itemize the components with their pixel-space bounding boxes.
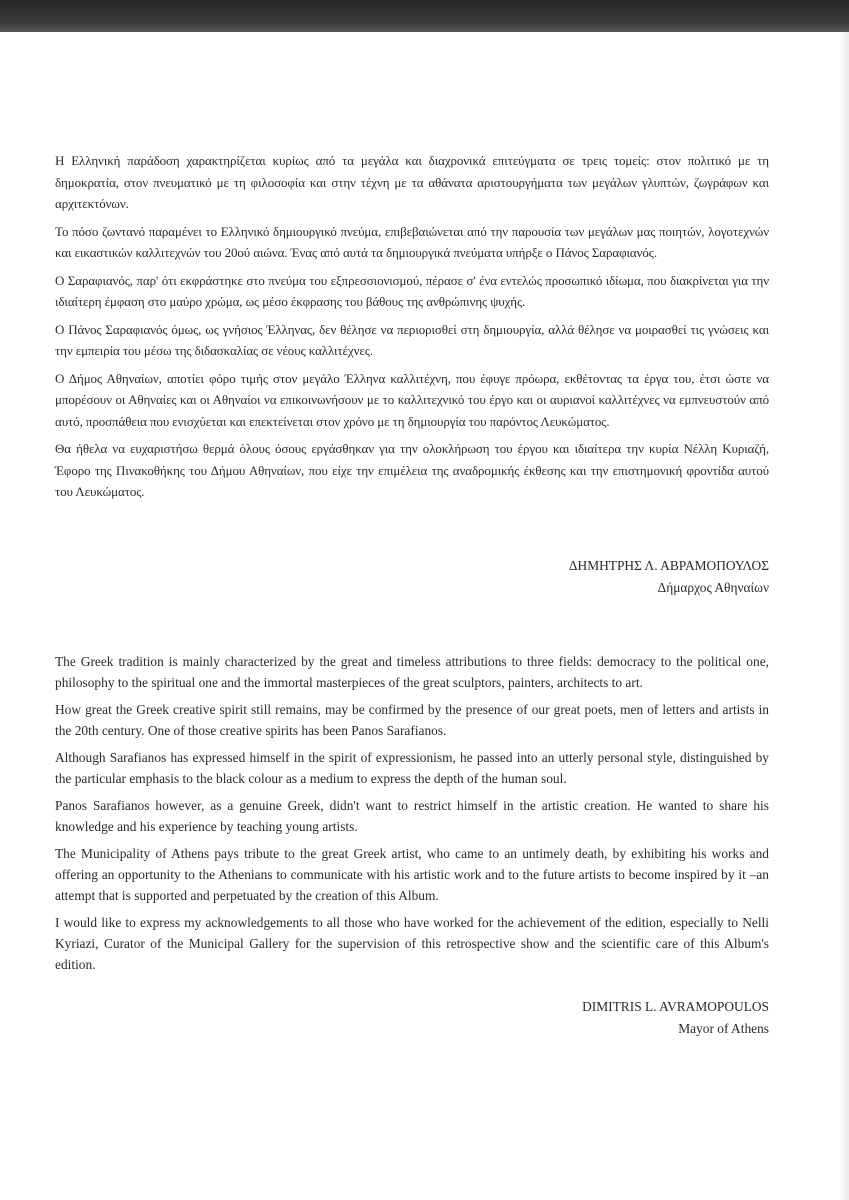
greek-paragraph: Ο Δήμος Αθηναίων, αποτίει φόρο τιμής στον μεγάλο Έλληνα καλλιτέχνη, που έφυγε πρόωρα, εκθέτοντας τα έργα του, έτσι ώστε να μπορέσουν οι Αθηναίες και οι Αθηναίοι να επικοινωνήσουν με το καλλιτεχνικό του έργο και οι αυριανοί καλλιτέχνες να εμπνευστούν από αυτό, προσπάθεια που ενισχύεται και επεκτείνεται στον χρόνο με τη δημιουργία του παρόντος Λευκώματος. xyxy=(55,370,769,429)
greek-text-block xyxy=(55,150,769,509)
greek-signature-name: ΔΗΜΗΤΡΗΣ Λ. ΑΒΡΑΜΟΠΟΥΛΟΣ xyxy=(568,558,769,573)
scan-right-shadow xyxy=(839,32,849,1200)
english-signature-title: Mayor of Athens xyxy=(678,1021,769,1036)
greek-paragraph: Θα ήθελα να ευχαριστήσω θερμά όλους όσους εργάσθηκαν για την ολοκλήρωση του έργου και ιδιαίτερα την κυρία Νέλλη Κυριαζή, Έφορο της Πινακοθήκης του Δήμου Αθηναίων, που είχε την επιμέλεια της αναδρομικής έκθεσης και την επιστημονική φροντίδα αυτού του Λευκώματος. xyxy=(55,441,769,499)
greek-paragraph: Το πόσο ζωντανό παραμένει το Ελληνικό δημιουργικό πνεύμα, επιβεβαιώνεται από την παρουσία των μεγάλων μας ποιητών, λογοτεχνών και εικαστικών καλλιτεχνών του 20ού αιώνα. Ένας από αυτά τα δημιουργικά πνεύματα υπήρξε ο Πάνος Σαραφιανός. xyxy=(55,223,769,260)
english-paragraph: Panos Sarafianos however, as a genuine Greek, didn't want to restrict himself in the artistic creation. He wanted to share his knowledge and his experience by teaching young artists. xyxy=(55,798,769,834)
greek-signature-title: Δήμαρχος Αθηναίων xyxy=(657,580,769,595)
greek-signature xyxy=(569,555,769,599)
english-paragraph: The Municipality of Athens pays tribute to the great Greek artist, who came to an untimely death, by exhibiting his works and offering an opportunity to the Athenians to communicate with his artistic work and to the future artists to become inspired by it –an attempt that is supported and perpetuated by the creation of this Album. xyxy=(55,846,769,903)
greek-paragraph: Η Ελληνική παράδοση χαρακτηρίζεται κυρίως από τα μεγάλα και διαχρονικά επιτεύγματα σε τρεις τομείς: στον πολιτικό με τη δημοκρατία, στον πνευματικό με τη φιλοσοφία και στην τέχνη με τα αθάνατα αριστουργήματα των μεγάλων γλυπτών, ζωγράφων και αρχιτεκτόνων. xyxy=(55,153,769,211)
scan-top-edge xyxy=(0,0,849,32)
english-paragraph: Although Sarafianos has expressed himself in the spirit of expressionism, he passed into an utterly personal style, distinguished by the particular emphasis to the black colour as a medium to express the depth of the human soul. xyxy=(55,750,769,786)
english-text-block xyxy=(55,651,769,981)
english-paragraph: How great the Greek creative spirit still remains, may be confirmed by the presence of our great poets, men of letters and artists in the 20th century. One of those creative spirits has been Panos Sarafianos. xyxy=(55,702,769,738)
greek-paragraph: Ο Σαραφιανός, παρ' ότι εκφράστηκε στο πνεύμα του εξπρεσσιονισμού, πέρασε σ' ένα εντελώς προσωπικό ιδίωμα, που διακρίνεται για την ιδιαίτερη έμφαση στο μαύρο χρώμα, ως μέσο έκφρασης του βάθους της ανθρώπινης ψυχής. xyxy=(55,272,769,309)
english-paragraph: The Greek tradition is mainly characterized by the great and timeless attributions to three fields: democracy to the political one, philosophy to the spiritual one and the immortal masterpieces of the great sculptors, painters, architects to art. xyxy=(55,654,769,690)
english-signature xyxy=(582,996,769,1040)
english-signature-name: DIMITRIS L. AVRAMOPOULOS xyxy=(582,999,769,1014)
english-paragraph: I would like to express my acknowledgements to all those who have worked for the achievement of the edition, especially to Nelli Kyriazi, Curator of the Municipal Gallery for the supervision of this retrospective show and the scientific care of this Album's edition. xyxy=(55,915,769,972)
greek-paragraph: Ο Πάνος Σαραφιανός όμως, ως γνήσιος Έλληνας, δεν θέλησε να περιορισθεί στη δημιουργία, αλλά θέλησε να μοιρασθεί τις γνώσεις και την εμπειρία του μέσω της διδασκαλίας σε νέους καλλιτέχνες. xyxy=(55,321,769,358)
